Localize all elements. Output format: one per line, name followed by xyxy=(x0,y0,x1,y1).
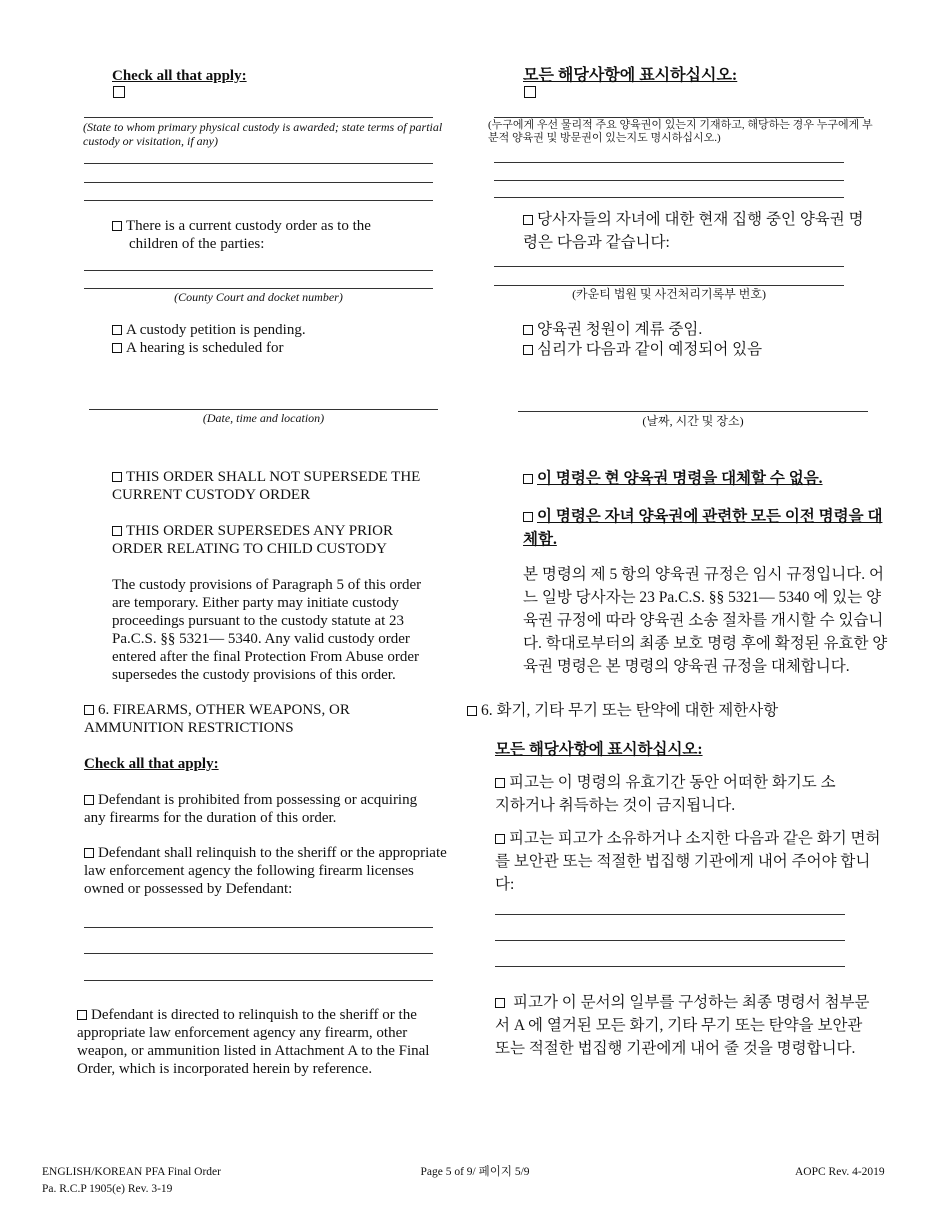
blank-line[interactable] xyxy=(495,914,845,915)
checkbox[interactable] xyxy=(467,706,477,716)
checkbox[interactable] xyxy=(113,86,125,98)
blank-line[interactable] xyxy=(495,940,845,941)
relinquish-licenses-text-ko: 피고는 피고가 소유하거나 소지한 다음과 같은 화기 면허를 보안관 또는 적절한 법집행 기관에게 내어 주어야 합니다: xyxy=(495,830,881,893)
para5-text: The custody provisions of Paragraph 5 of this order are temporary. Either party may initiate custody proceedings pursuant to the custody statute at 23 Pa.C.S. §§ 5321— 5340. Any valid custody order entered after the final Protection From Abuse order supersedes the custody provisions of this order. xyxy=(112,577,422,683)
checkbox[interactable] xyxy=(495,778,505,788)
check-all-heading-ko: 모든 해당사항에 표시하십시오: xyxy=(523,67,738,84)
blank-line[interactable] xyxy=(84,953,433,954)
checkbox[interactable] xyxy=(112,472,122,482)
blank-line[interactable] xyxy=(84,927,433,928)
blank-line[interactable] xyxy=(84,270,433,271)
check-all-heading: Check all that apply: xyxy=(112,68,247,84)
county-caption-ko: (카운티 법원 및 사건처리기록부 번호) xyxy=(572,287,766,301)
checkbox[interactable] xyxy=(112,526,122,536)
blank-line[interactable] xyxy=(494,117,864,118)
checkbox[interactable] xyxy=(523,474,533,484)
checkbox[interactable] xyxy=(523,215,533,225)
blank-line[interactable] xyxy=(494,266,844,267)
directed-option xyxy=(77,1006,449,1078)
checkbox[interactable] xyxy=(523,325,533,335)
current-order-option-ko xyxy=(523,208,868,254)
checkbox[interactable] xyxy=(112,221,122,231)
checkbox[interactable] xyxy=(77,1010,87,1020)
prohibited-option xyxy=(84,791,439,827)
relinquish-licenses-option-ko xyxy=(495,827,885,896)
blank-line[interactable] xyxy=(84,163,433,164)
petition-pending-text: A custody petition is pending. xyxy=(126,322,306,338)
current-order-option xyxy=(112,217,432,253)
blank-line[interactable] xyxy=(494,197,844,198)
checkbox[interactable] xyxy=(524,86,536,98)
blank-line[interactable] xyxy=(84,182,433,183)
para5-text-ko: 본 명령의 제 5 항의 양육권 규정은 임시 규정입니다. 어느 일방 당사자는 23 Pa.C.S. §§ 5321— 5340 에 있는 양육권 규정에 따라 양육권 소송 절차를 개시할 수 있습니다. 학대로부터의 최종 보호 명령 후에 확정된 유효한 양육권 명령은 본 명령의 양육권 규정을 대체합니다. xyxy=(523,566,888,675)
checkbox[interactable] xyxy=(523,512,533,522)
checkbox[interactable] xyxy=(495,998,505,1008)
not-supersede-option-ko xyxy=(523,467,883,490)
blank-line[interactable] xyxy=(494,162,844,163)
prohibited-text: Defendant is prohibited from possessing or acquiring any firearms for the duration of this order. xyxy=(84,792,418,826)
not-supersede-text: THIS ORDER SHALL NOT SUPERSEDE THE CURRENT CUSTODY ORDER xyxy=(112,469,421,503)
current-order-text-2: children of the parties: xyxy=(129,236,265,252)
directed-text-ko: 피고가 이 문서의 일부를 구성하는 최종 명령서 첨부문서 A 에 열거된 모든 화기, 기타 무기 또는 탄약을 보안관 또는 적절한 법집행 기관에게 내어 줄 것을 명령합니다. xyxy=(495,994,870,1057)
blank-line[interactable] xyxy=(84,980,433,981)
custody-note-ko: (누구에게 우선 물리적 주요 양육권이 있는지 기재하고, 해당하는 경우 누구에게 부분적 양육권 및 방문권이 있는지도 명시하십시오.) xyxy=(488,119,873,144)
petition-pending-text-ko: 양육권 청원이 계류 중임. xyxy=(537,321,703,338)
prohibited-option-ko xyxy=(495,771,840,817)
blank-line[interactable] xyxy=(84,288,433,289)
blank-line[interactable] xyxy=(84,117,433,118)
checkbox[interactable] xyxy=(523,345,533,355)
supersedes-text-ko: 이 명령은 자녀 양육권에 관련한 모든 이전 명령을 대체함. xyxy=(523,508,883,548)
blank-line[interactable] xyxy=(494,180,844,181)
section6-heading-ko xyxy=(467,699,867,722)
current-order-text: There is a current custody order as to the xyxy=(126,218,371,234)
blank-line[interactable] xyxy=(518,411,868,412)
footer-rule: Pa. R.C.P 1905(e) Rev. 3-19 xyxy=(42,1183,173,1195)
blank-line[interactable] xyxy=(495,966,845,967)
blank-line[interactable] xyxy=(89,409,438,410)
supersedes-text: THIS ORDER SUPERSEDES ANY PRIOR ORDER RELATING TO CHILD CUSTODY xyxy=(112,523,393,557)
relinquish-licenses-option xyxy=(84,844,449,898)
checkbox[interactable] xyxy=(112,325,122,335)
checkbox[interactable] xyxy=(495,834,505,844)
not-supersede-text-ko: 이 명령은 현 양육권 명령을 대체할 수 없음. xyxy=(537,470,823,487)
footer-page-number: Page 5 of 9/ 페이지 5/9 xyxy=(420,1166,530,1178)
date-caption: (Date, time and location) xyxy=(202,411,325,425)
blank-line[interactable] xyxy=(494,285,844,286)
checkbox[interactable] xyxy=(84,848,94,858)
date-caption-ko: (날짜, 시간 및 장소) xyxy=(642,414,744,428)
relinquish-licenses-text: Defendant shall relinquish to the sheriff or the appropriate law enforcement agency the following firearm licenses owned or possessed by Defendant: xyxy=(84,845,447,897)
directed-option-ko xyxy=(495,991,880,1060)
hearing-text: A hearing is scheduled for xyxy=(126,340,284,356)
section6-text: 6. FIREARMS, OTHER WEAPONS, OR AMMUNITION RESTRICTIONS xyxy=(84,702,350,736)
check-all-heading-6-ko: 모든 해당사항에 표시하십시오: xyxy=(495,741,703,758)
footer-revision: AOPC Rev. 4-2019 xyxy=(795,1166,885,1178)
hearing-text-ko: 심리가 다음과 같이 예정되어 있음 xyxy=(537,341,763,358)
prohibited-text-ko: 피고는 이 명령의 유효기간 동안 어떠한 화기도 소지하거나 취득하는 것이 금지됩니다. xyxy=(495,774,836,814)
supersedes-option-ko xyxy=(523,505,883,551)
checkbox[interactable] xyxy=(84,795,94,805)
directed-text: Defendant is directed to relinquish to the sheriff or the appropriate law enforcement agency any firearm, other weapon, or ammunition listed in Attachment A to the Final Order, which is incorporated herein by reference. xyxy=(77,1007,430,1077)
footer-form-name: ENGLISH/KOREAN PFA Final Order xyxy=(42,1166,221,1178)
custody-note: (State to whom primary physical custody is awarded; state terms of partial custody or visitation, if any) xyxy=(83,120,443,148)
current-order-text-ko: 당사자들의 자녀에 대한 현재 집행 중인 양육권 명령은 다음과 같습니다: xyxy=(523,211,864,251)
section6-heading xyxy=(84,701,384,737)
check-all-heading-6: Check all that apply: xyxy=(84,756,219,772)
checkbox[interactable] xyxy=(84,705,94,715)
hearing-option xyxy=(112,339,283,357)
supersedes-option xyxy=(112,522,447,558)
blank-line[interactable] xyxy=(84,200,433,201)
section6-text-ko: 6. 화기, 기타 무기 또는 탄약에 대한 제한사항 xyxy=(481,702,779,719)
county-caption: (County Court and docket number) xyxy=(174,290,343,304)
hearing-option-ko xyxy=(523,338,762,361)
checkbox[interactable] xyxy=(112,343,122,353)
not-supersede-option xyxy=(112,468,447,504)
petition-pending-option xyxy=(112,321,306,339)
